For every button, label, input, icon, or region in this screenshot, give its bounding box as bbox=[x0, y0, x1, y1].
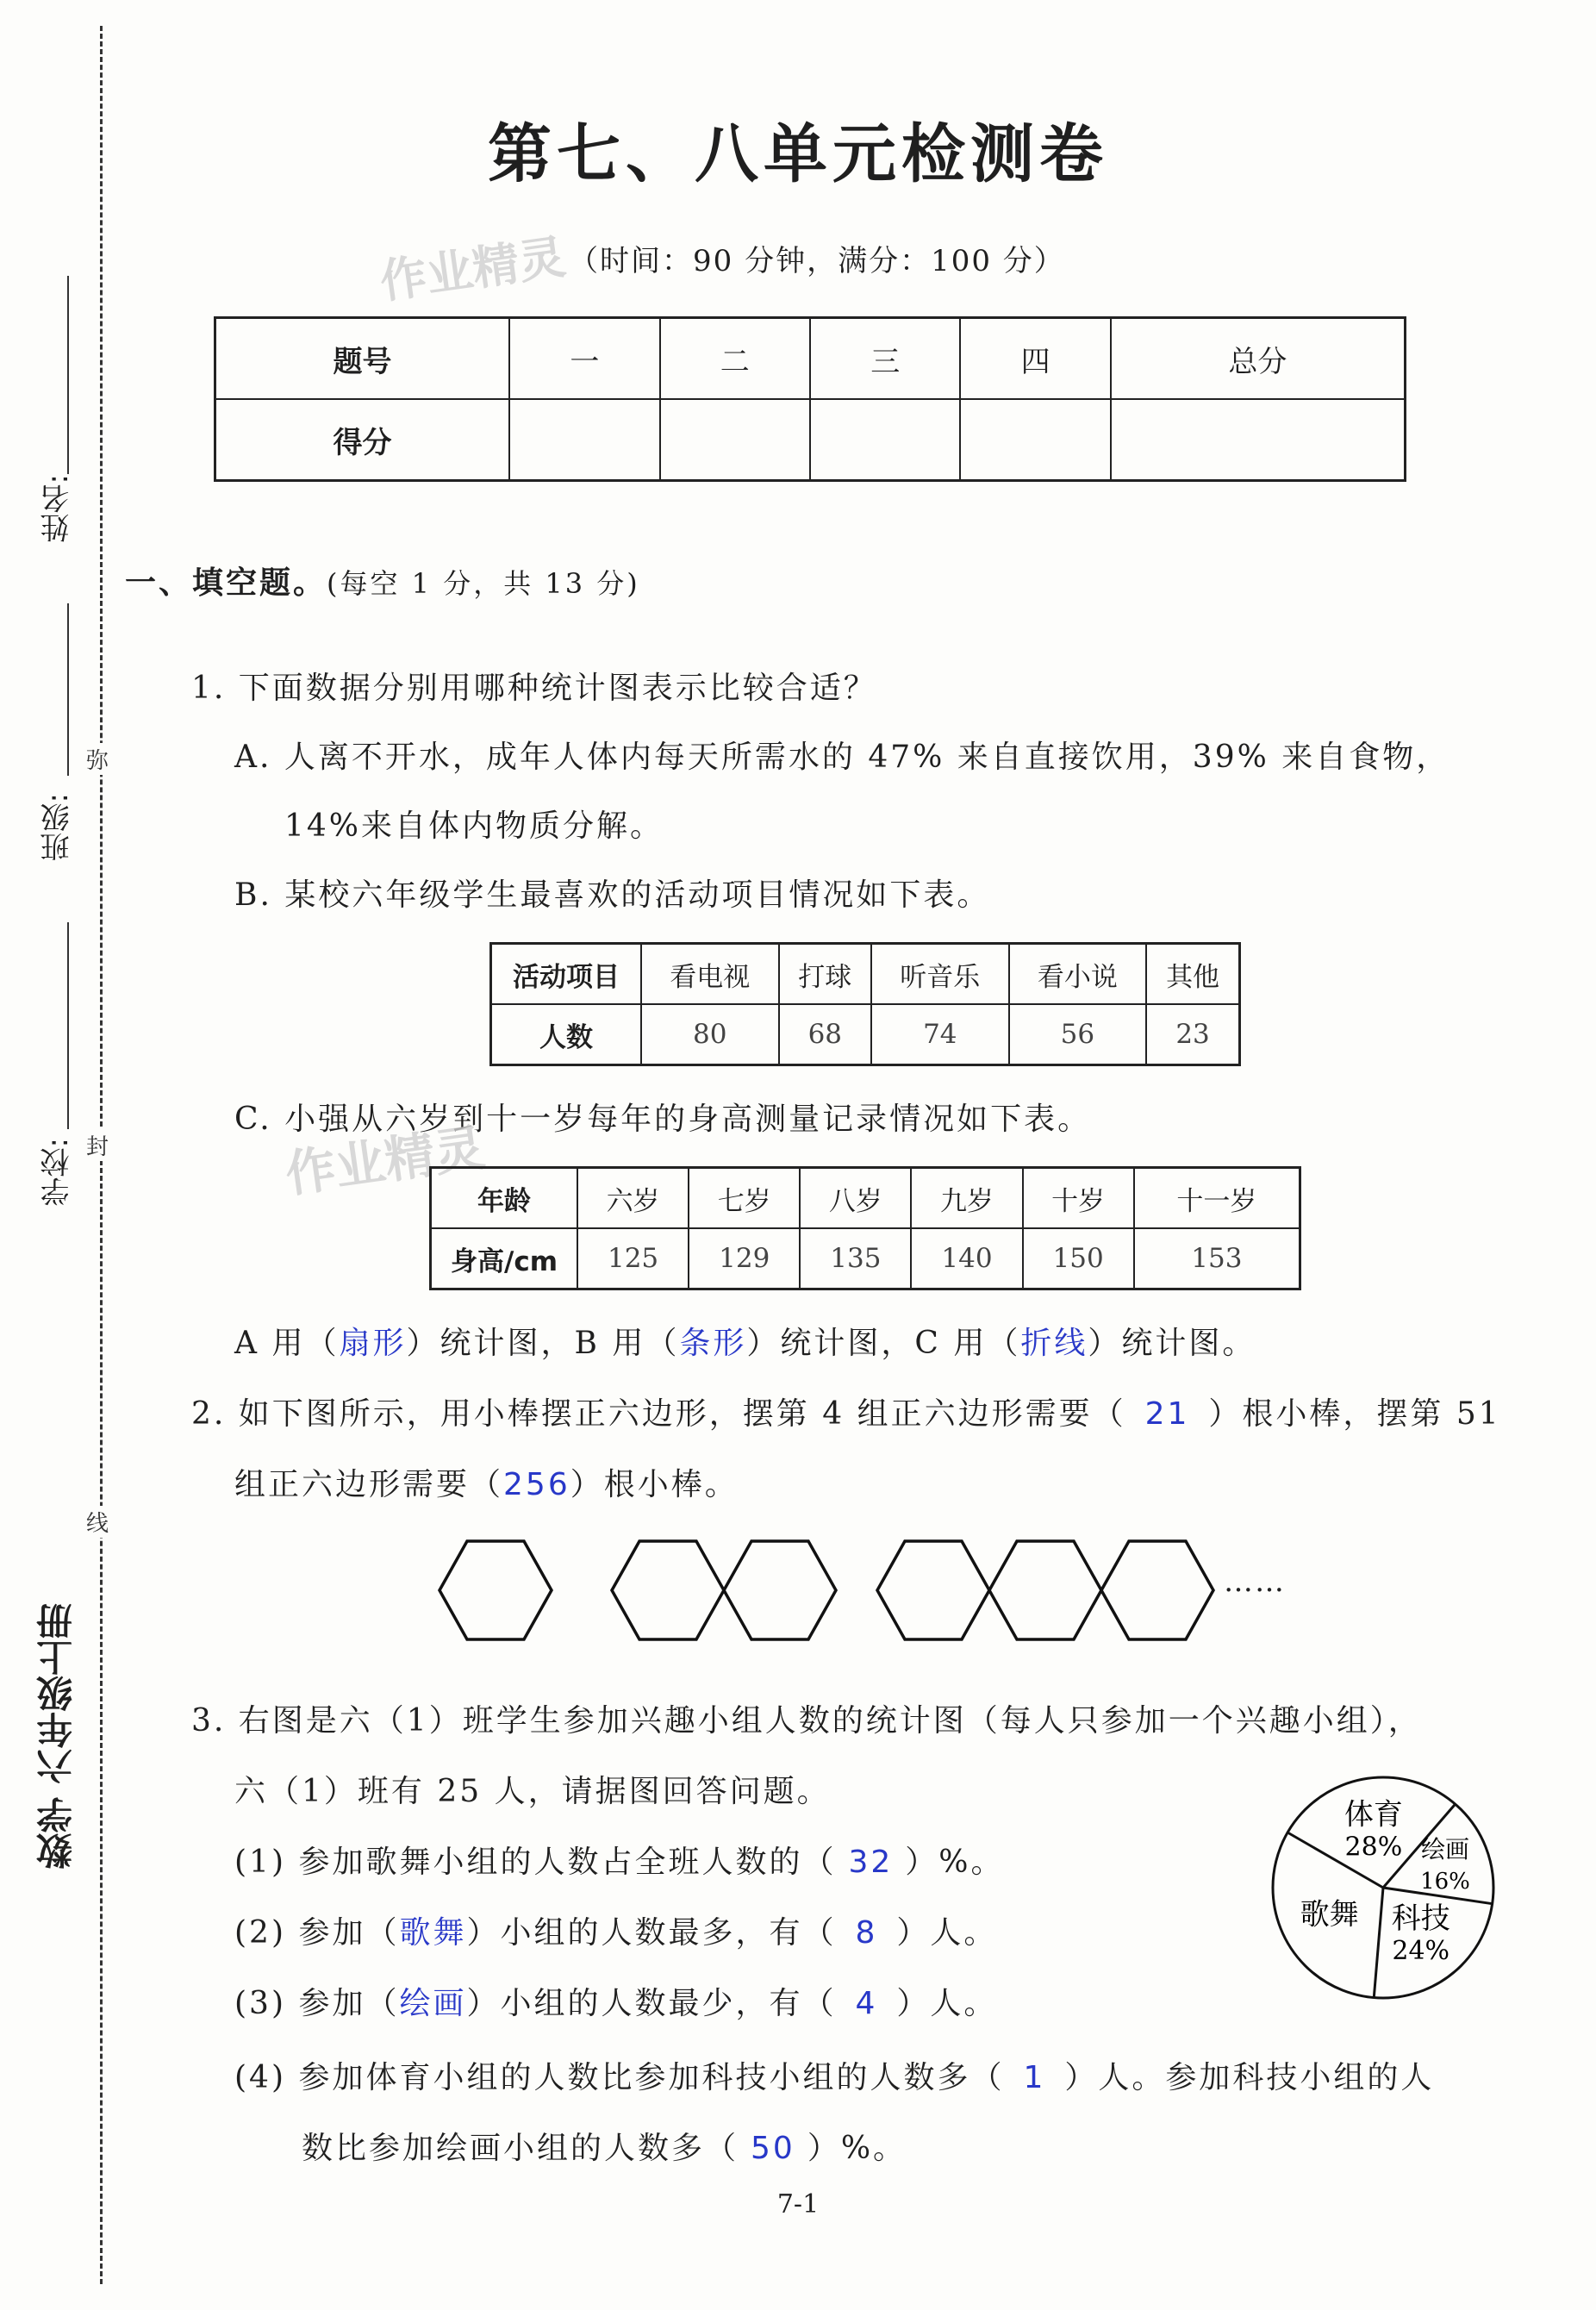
section-1-heading bbox=[125, 559, 640, 602]
score-table bbox=[214, 316, 1406, 482]
q2-text: 2. 如下图所示，用小棒摆正六边形，摆第 4 组正六边形需要（ bbox=[191, 1396, 1126, 1432]
score-blank-cell[interactable] bbox=[660, 399, 810, 481]
height-age: 八岁 bbox=[800, 1168, 911, 1229]
q3-text: ）人。 bbox=[896, 1915, 998, 1951]
score-blank-cell[interactable] bbox=[960, 399, 1110, 481]
activity-item: 看电视 bbox=[641, 944, 779, 1005]
score-blank-cell[interactable] bbox=[810, 399, 960, 481]
activity-item: 其他 bbox=[1146, 944, 1239, 1005]
name-blank-line bbox=[67, 276, 69, 474]
q2-line1 bbox=[191, 1389, 1501, 1433]
pie-slice-label: 绘画 bbox=[1420, 1835, 1469, 1864]
score-header-cell: 总分 bbox=[1111, 318, 1406, 400]
q3-answer-percent-more[interactable]: 50 bbox=[751, 2131, 795, 2166]
q2-answer-51-groups[interactable]: 256 bbox=[503, 1467, 570, 1502]
activity-item: 听音乐 bbox=[871, 944, 1009, 1005]
q3-answer-difference[interactable]: 1 bbox=[1023, 2060, 1046, 2095]
score-header-cell: 题号 bbox=[215, 318, 510, 400]
height-value-row bbox=[431, 1228, 1300, 1289]
height-age: 九岁 bbox=[911, 1168, 1022, 1229]
pie-slice-percent: 16% bbox=[1420, 1869, 1470, 1895]
watermark-top: 作业精灵 bbox=[377, 229, 569, 309]
q3-sub1 bbox=[234, 1838, 1004, 1882]
q3-text: 数比参加绘画小组的人数多（ bbox=[302, 2131, 739, 2166]
q1-option-a-line1: A. 人离不开水，成年人体内每天所需水的 47% 来自直接饮用，39% 来自食物， bbox=[234, 740, 1450, 775]
activity-value: 23 bbox=[1146, 1004, 1239, 1065]
activity-value: 80 bbox=[641, 1004, 779, 1065]
q2-text: 组正六边形需要（ bbox=[234, 1467, 504, 1502]
q3-text: ）人。 bbox=[896, 1986, 998, 2021]
q1-answer-c[interactable]: 折线 bbox=[1020, 1326, 1088, 1361]
q1-answer-text: ）统计图。 bbox=[1088, 1326, 1256, 1361]
section-1-title: 一、填空题。 bbox=[125, 565, 327, 601]
score-header-cell: 一 bbox=[509, 318, 659, 400]
class-label: 班级: bbox=[41, 793, 75, 862]
height-age: 十岁 bbox=[1023, 1168, 1134, 1229]
q2-answer-4-groups[interactable]: 21 bbox=[1144, 1396, 1190, 1432]
q3-text: ）%。 bbox=[807, 2131, 907, 2166]
school-blank-line bbox=[67, 922, 69, 1129]
page-number: 7-1 bbox=[776, 2189, 820, 2219]
q3-text: (3) 参加（ bbox=[234, 1986, 400, 2021]
score-header-cell: 三 bbox=[810, 318, 960, 400]
height-value: 140 bbox=[911, 1228, 1022, 1289]
seal-feng: 封 bbox=[86, 1129, 109, 1161]
q1-answer-text: A 用（ bbox=[234, 1326, 340, 1361]
hexagon-group-1 bbox=[440, 1541, 552, 1639]
height-value: 135 bbox=[800, 1228, 911, 1289]
interest-group-pie-chart bbox=[1267, 1771, 1499, 2004]
q3-answer-most-count[interactable]: 8 bbox=[855, 1915, 878, 1951]
seal-xian: 线 bbox=[86, 1506, 109, 1538]
q1-answer-text: ）统计图，B 用（ bbox=[406, 1326, 680, 1361]
seal-mi: 弥 bbox=[86, 743, 109, 775]
height-row-label: 身高/cm bbox=[431, 1228, 578, 1289]
q1-stem: 1. 下面数据分别用哪种统计图表示比较合适？ bbox=[191, 671, 877, 706]
q3-answer-most-group[interactable]: 歌舞 bbox=[399, 1915, 467, 1951]
q3-sub4-line2 bbox=[302, 2124, 907, 2168]
activity-value: 68 bbox=[779, 1004, 871, 1065]
hexagon-ellipsis: …… bbox=[1224, 1564, 1286, 1599]
height-header-label: 年龄 bbox=[431, 1168, 578, 1229]
q3-line2: 六（1）班有 25 人，请据图回答问题。 bbox=[234, 1774, 831, 1809]
activity-item: 看小说 bbox=[1009, 944, 1147, 1005]
height-table bbox=[429, 1166, 1301, 1290]
q3-text: ）人。参加科技小组的人 bbox=[1064, 2060, 1435, 2095]
activity-value: 56 bbox=[1009, 1004, 1147, 1065]
height-age: 六岁 bbox=[577, 1168, 689, 1229]
q2-text: ）根小棒。 bbox=[570, 1467, 739, 1502]
score-header-cell: 二 bbox=[660, 318, 810, 400]
q2-line2 bbox=[234, 1460, 739, 1504]
activity-header-row bbox=[491, 944, 1240, 1005]
score-table-header-row bbox=[215, 318, 1406, 400]
q2-text: ）根小棒，摆第 51 bbox=[1208, 1396, 1501, 1432]
q1-answer-b[interactable]: 条形 bbox=[679, 1326, 747, 1361]
q3-answer-least-group[interactable]: 绘画 bbox=[399, 1986, 467, 2021]
q3-text: ）%。 bbox=[905, 1845, 1005, 1880]
q1-answer-text: ）统计图，C 用（ bbox=[746, 1326, 1021, 1361]
height-age: 七岁 bbox=[689, 1168, 800, 1229]
height-value: 129 bbox=[689, 1228, 800, 1289]
pie-slice-label: 歌舞 bbox=[1300, 1897, 1359, 1932]
q3-sub3 bbox=[234, 1979, 997, 2023]
exam-subtitle: （时间：90 分钟，满分：100 分） bbox=[569, 244, 1065, 278]
activity-value-row bbox=[491, 1004, 1240, 1065]
q3-line1: 3. 右图是六（1）班学生参加兴趣小组人数的统计图（每人只参加一个兴趣小组）， bbox=[191, 1703, 1422, 1739]
height-value: 153 bbox=[1134, 1228, 1300, 1289]
pie-slice-percent: 24% bbox=[1392, 1936, 1450, 1967]
activity-header-label: 活动项目 bbox=[491, 944, 642, 1005]
q3-answer-least-count[interactable]: 4 bbox=[855, 1986, 878, 2021]
score-table-score-row bbox=[215, 399, 1406, 481]
watermark-middle: 作业精灵 bbox=[282, 1118, 489, 1204]
hexagon-figure bbox=[422, 1526, 1310, 1655]
hexagon-group-3 bbox=[877, 1541, 1213, 1639]
q3-text: (1) 参加歌舞小组的人数占全班人数的（ bbox=[234, 1845, 837, 1880]
q1-option-c: C. 小强从六岁到十一岁每年的身高测量记录情况如下表。 bbox=[234, 1102, 1092, 1137]
q1-option-a-line2: 14%来自体内物质分解。 bbox=[284, 808, 664, 844]
hexagon-group-2 bbox=[612, 1541, 836, 1639]
activity-value: 74 bbox=[871, 1004, 1009, 1065]
name-label: 姓名: bbox=[41, 474, 75, 543]
score-blank-cell[interactable] bbox=[509, 399, 659, 481]
q3-text: (4) 参加体育小组的人数比参加科技小组的人数多（ bbox=[234, 2060, 1005, 2095]
pie-slice-label: 体育 bbox=[1344, 1797, 1403, 1832]
height-value: 125 bbox=[577, 1228, 689, 1289]
page-title: 第七、八单元检测卷 bbox=[488, 117, 1108, 191]
pie-slice-percent: 28% bbox=[1344, 1832, 1403, 1863]
activity-item: 打球 bbox=[779, 944, 871, 1005]
section-1-note: (每空 1 分，共 13 分) bbox=[327, 567, 640, 600]
score-header-cell: 四 bbox=[960, 318, 1110, 400]
q3-sub4-line1 bbox=[234, 2053, 1434, 2097]
q3-text: (2) 参加（ bbox=[234, 1915, 400, 1951]
activity-row-label: 人数 bbox=[491, 1004, 642, 1065]
q3-sub2 bbox=[234, 1908, 997, 1952]
cover-text: 数学 六年级上册 bbox=[35, 1603, 78, 1870]
q3-text: ）小组的人数最少，有（ bbox=[466, 1986, 837, 2021]
height-age: 十一岁 bbox=[1134, 1168, 1300, 1229]
q1-answer-a[interactable]: 扇形 bbox=[339, 1326, 407, 1361]
score-blank-cell[interactable] bbox=[1111, 399, 1406, 481]
score-row-label: 得分 bbox=[215, 399, 510, 481]
q1-answer-line bbox=[234, 1319, 1256, 1363]
q3-answer-dance-percent[interactable]: 32 bbox=[848, 1845, 894, 1880]
height-value: 150 bbox=[1023, 1228, 1134, 1289]
pie-slice-label: 科技 bbox=[1391, 1901, 1450, 1937]
q1-option-b: B. 某校六年级学生最喜欢的活动项目情况如下表。 bbox=[234, 877, 991, 913]
height-header-row bbox=[431, 1168, 1300, 1229]
activity-table bbox=[489, 942, 1241, 1066]
q3-text: ）小组的人数最多，有（ bbox=[466, 1915, 837, 1951]
class-blank-line bbox=[67, 603, 69, 776]
school-label: 学校: bbox=[41, 1138, 75, 1207]
